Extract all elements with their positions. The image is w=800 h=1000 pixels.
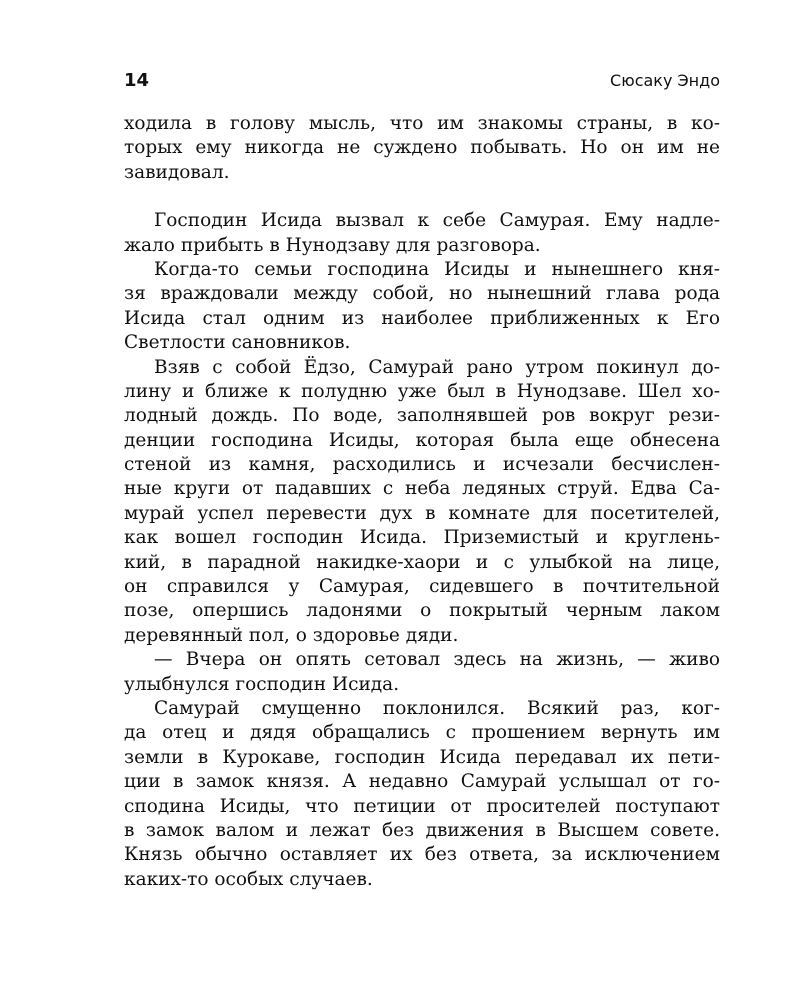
- author-name: Сюсаку Эндо: [610, 71, 720, 90]
- section-break: [124, 185, 720, 209]
- text-line: торых ему никогда не суждено побывать. Но он им не: [124, 137, 720, 159]
- text-line: зя враждовали между собой, но нынешний глава рода: [124, 283, 720, 305]
- paragraph: [124, 697, 720, 892]
- text-line: мурай успел перевести дух в комнате для посетителей,: [124, 502, 720, 524]
- body-text: [124, 112, 720, 892]
- page-number: 14: [124, 70, 150, 91]
- text-line: Самурай смущенно поклонился. Всякий раз, ког-: [154, 697, 720, 719]
- text-line: в замок валом и лежат без движения в Высшем совете.: [124, 819, 720, 841]
- text-line: — Вчера он опять сетовал здесь на жизнь, — живо: [154, 649, 720, 671]
- text-line: завидовал.: [124, 161, 230, 183]
- text-line: Светлости сановников.: [124, 332, 351, 354]
- text-line: ции в замок князя. А недавно Самурай услышал от го-: [124, 771, 720, 793]
- text-line: кий, в парадной накидке-хаори и с улыбкой на лице,: [124, 551, 720, 573]
- text-line: сподина Исиды, что петиции от просителей поступают: [124, 795, 720, 817]
- text-line: ходила в голову мысль, что им знакомы страны, в ко-: [124, 113, 720, 134]
- text-line: он справился у Самурая, сидевшего в почтительной: [124, 576, 720, 598]
- paragraph: [124, 112, 720, 185]
- paragraph: [124, 209, 720, 258]
- text-line: жало прибыть в Нунодзаву для разговора.: [124, 234, 541, 256]
- book-page: [124, 70, 720, 892]
- text-line: улыбнулся господин Исида.: [124, 673, 400, 695]
- text-line: стеной из камня, расходились и исчезали бесчислен-: [124, 454, 720, 476]
- text-line: земли в Курокаве, господин Исида передавал их пети-: [124, 746, 720, 768]
- paragraph: [124, 356, 720, 649]
- text-line: деревянный пол, о здоровье дяди.: [124, 624, 459, 646]
- text-line: денции господина Исиды, которая была еще обнесена: [124, 429, 720, 451]
- text-line: Господин Исида вызвал к себе Самурая. Ему надле-: [154, 210, 720, 232]
- text-line: Князь обычно оставляет их без ответа, за исключением: [124, 844, 720, 866]
- text-line: Когда-то семьи господина Исиды и нынешнего кня-: [154, 258, 720, 280]
- running-head: [124, 70, 720, 100]
- text-line: лодный дождь. По воде, заполнявшей ров вокруг рези-: [124, 405, 720, 427]
- text-line: как вошел господин Исида. Приземистый и круглень-: [124, 527, 720, 549]
- paragraph: [124, 258, 720, 356]
- text-line: Исида стал одним из наиболее приближенных к Его: [124, 307, 720, 329]
- text-line: лину и ближе к полудню уже был в Нунодзаве. Шел хо-: [124, 380, 720, 402]
- text-line: позе, опершись ладонями о покрытый черным лаком: [124, 600, 720, 622]
- text-line: ные круги от падавших с неба ледяных струй. Едва Са-: [124, 478, 720, 500]
- text-line: да отец и дядя обращались с прошением вернуть им: [124, 722, 720, 744]
- text-line: Взяв с собой Ёдзо, Самурай рано утром покинул до-: [154, 356, 720, 378]
- paragraph: [124, 648, 720, 697]
- text-line: каких-то особых случаев.: [124, 868, 373, 890]
